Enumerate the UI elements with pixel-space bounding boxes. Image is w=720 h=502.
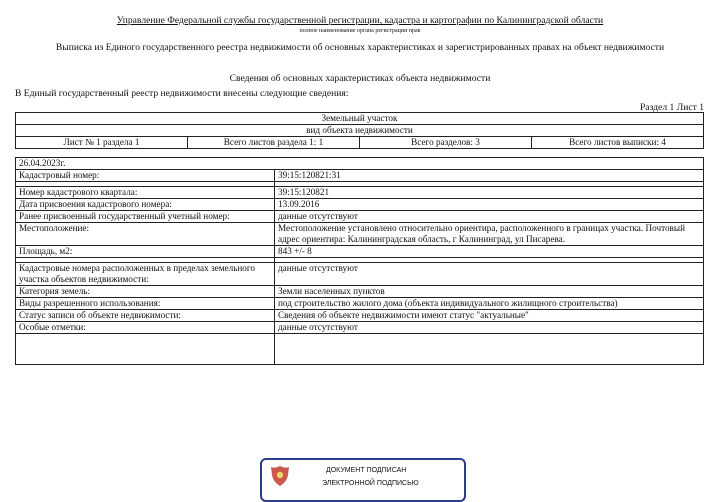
row-label: Дата присвоения кадастрового номера: xyxy=(16,199,275,211)
extract-date: 26.04.2023г. xyxy=(16,158,704,170)
total-sheets-extract: Всего листов выписки: 4 xyxy=(532,137,704,149)
row-label: Виды разрешенного использования: xyxy=(16,298,275,310)
table-row xyxy=(16,298,704,310)
table-row xyxy=(16,263,704,286)
table-row xyxy=(16,310,704,322)
row-label: Особые отметки: xyxy=(16,322,275,334)
agency-name: Управление Федеральной службы государственной регистрации, кадастра и картографии по Калининградской области xyxy=(116,15,604,26)
row-value: данные отсутствуют xyxy=(275,263,704,286)
row-label: Местоположение: xyxy=(16,223,275,246)
row-label: Номер кадастрового квартала: xyxy=(16,187,275,199)
row-label: Статус записи об объекте недвижимости: xyxy=(16,310,275,322)
total-sheets-section: Всего листов раздела 1: 1 xyxy=(188,137,360,149)
table-row xyxy=(16,286,704,298)
table-row xyxy=(16,246,704,258)
row-value: данные отсутствуют xyxy=(275,322,704,334)
row-label: Площадь, м2: xyxy=(16,246,275,258)
table-row xyxy=(16,223,704,246)
emblem-icon xyxy=(268,464,292,488)
table-row xyxy=(16,322,704,334)
total-sections: Всего разделов: 3 xyxy=(360,137,532,149)
table-row xyxy=(16,187,704,199)
row-value: 13.09.2016 xyxy=(275,199,704,211)
row-value: 843 +/- 8 xyxy=(275,246,704,258)
electronic-signature-stamp xyxy=(260,458,466,502)
agency-caption: полное наименование органа регистрации прав xyxy=(299,28,421,34)
empty-cell xyxy=(275,334,704,365)
row-value: 39:15:120821 xyxy=(275,187,704,199)
empty-cell xyxy=(16,334,275,365)
section-title: Сведения об основных характеристиках объекта недвижимости xyxy=(229,73,491,84)
razdel-label: Раздел 1 Лист 1 xyxy=(639,102,704,113)
row-value: Сведения об объекте недвижимости имеют статус "актуальные" xyxy=(275,310,704,322)
object-type-caption: вид объекта недвижимости xyxy=(16,125,704,137)
document-title: Выписка из Единого государственного реестра недвижимости об основных характеристиках и зарегистрированных правах на объект недвижимости xyxy=(55,42,665,53)
row-label: Ранее присвоенный государственный учетный номер: xyxy=(16,211,275,223)
intro-text: В Единый государственный реестр недвижимости внесены следующие сведения: xyxy=(15,88,349,99)
stamp-line-2: ЭЛЕКТРОННОЙ ПОДПИСЬЮ xyxy=(322,480,419,487)
row-label: Кадастровые номера расположенных в пределах земельного участка объектов недвижимости: xyxy=(16,263,275,286)
row-label: Кадастровый номер: xyxy=(16,170,275,182)
table-row xyxy=(16,211,704,223)
row-label: Категория земель: xyxy=(16,286,275,298)
row-value: Местоположение установлено относительно ориентира, расположенного в границах участка. Почтовый адрес ориентира: Калининградская область, г Калининград, ул Писарева. xyxy=(275,223,704,246)
row-value: Земли населенных пунктов xyxy=(275,286,704,298)
table-row xyxy=(16,170,704,182)
row-value: под строительство жилого дома (объекта индивидуального жилищного строительства) xyxy=(275,298,704,310)
table-row xyxy=(16,199,704,211)
stamp-line-1: ДОКУМЕНТ ПОДПИСАН xyxy=(326,467,407,474)
sheet-number: Лист № 1 раздела 1 xyxy=(16,137,188,149)
object-type-table xyxy=(15,112,704,149)
row-value: 39:15:120821:31 xyxy=(275,170,704,182)
object-type: Земельный участок xyxy=(16,113,704,125)
main-info-table xyxy=(15,157,704,365)
row-value: данные отсутствуют xyxy=(275,211,704,223)
